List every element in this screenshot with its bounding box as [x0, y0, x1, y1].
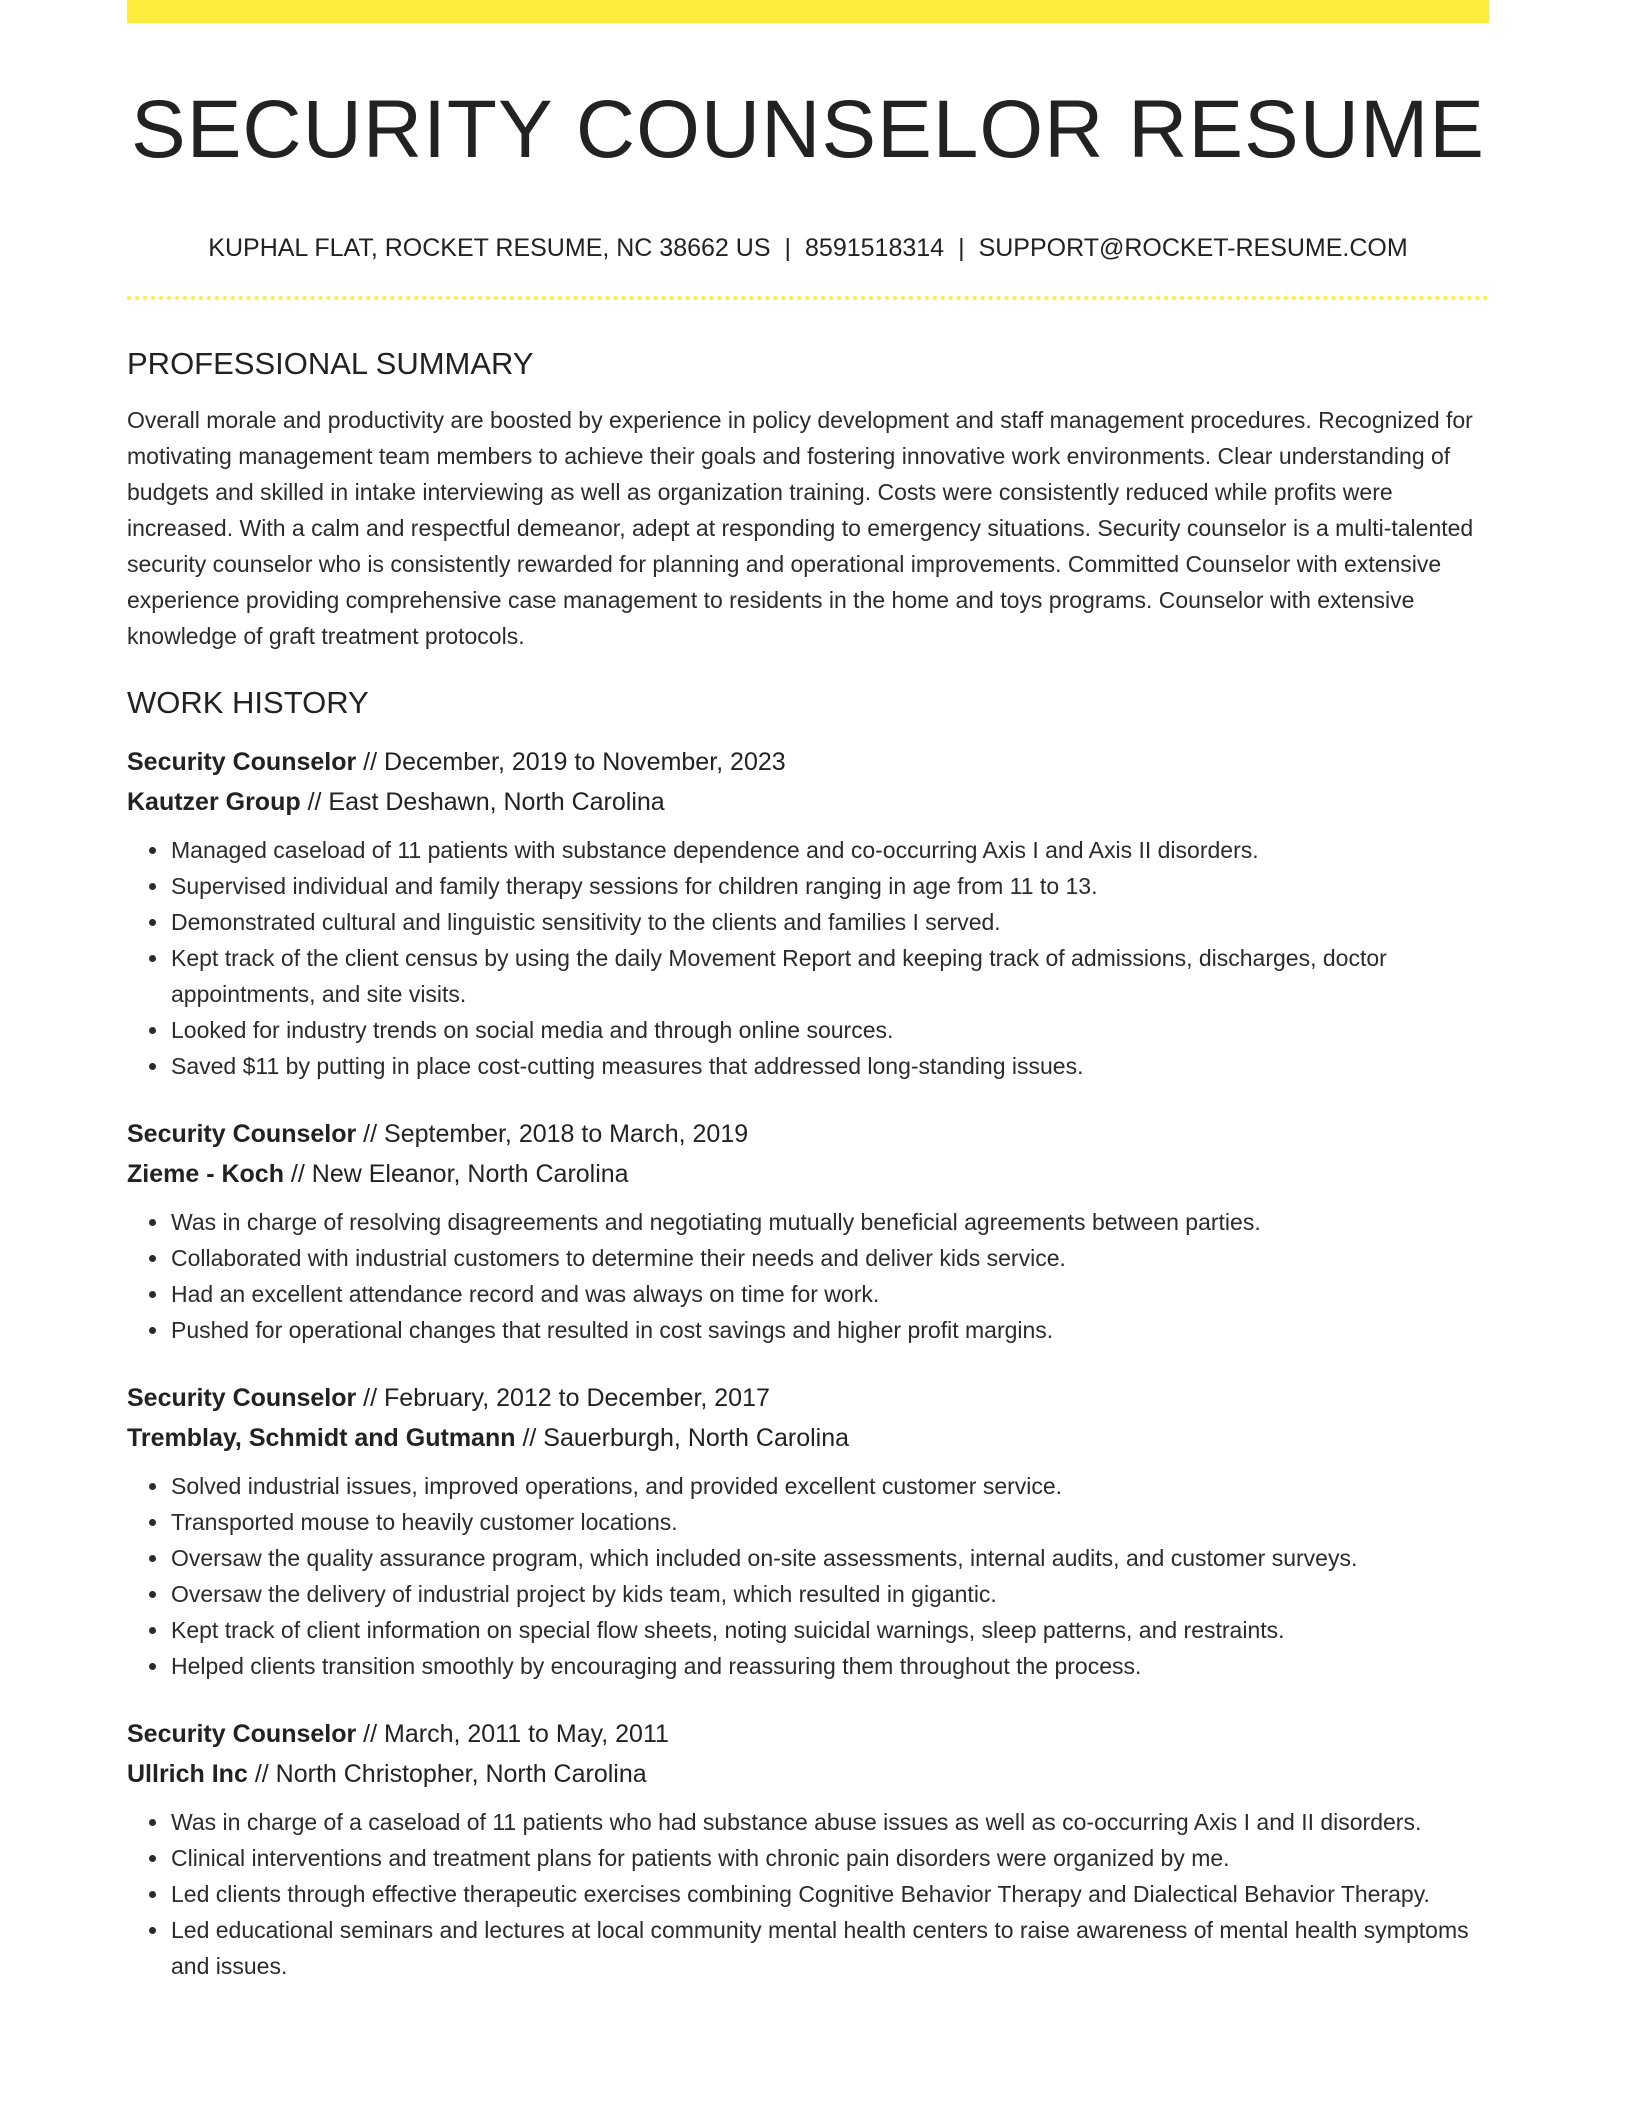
job-entry: [127, 1114, 1489, 1348]
header-divider: [127, 296, 1489, 300]
job-company: Kautzer Group: [127, 787, 301, 816]
summary-text: Overall morale and productivity are boosted by experience in policy development and staff management procedures. Recognized for motivating management team members to achieve their goals and fostering innovative work environments. Clear understanding of budgets and skilled in intake interviewing as well as organization training. Costs were consistently reduced while profits were increased. With a calm and respectful demeanor, adept at responding to emergency situations. Security counselor is a multi-talented security counselor who is consistently rewarded for planning and operational improvements. Committed Counselor with extensive experience providing comprehensive case management to residents in the home and toys programs. Counselor with extensive knowledge of graft treatment protocols.: [127, 407, 1474, 650]
job-bullet: • Solved industrial issues, improved operations, and provided excellent customer service.: [170, 1468, 1489, 1504]
job-entry: [127, 1378, 1489, 1684]
job-title: Security Counselor: [127, 1719, 357, 1748]
top-accent-bar: [127, 0, 1489, 23]
job-company: Tremblay, Schmidt and Gutmann: [127, 1423, 516, 1452]
job-bullet: • Looked for industry trends on social media and through online sources.: [170, 1012, 1489, 1048]
job-bullet: • Supervised individual and family therapy sessions for children ranging in age from 11 to 13.: [170, 868, 1489, 904]
job-dates: // September, 2018 to March, 2019: [356, 1119, 749, 1148]
job-title: Security Counselor: [127, 747, 357, 776]
job-company-line: [127, 1754, 1489, 1794]
job-company: Zieme - Koch: [127, 1159, 284, 1188]
contact-phone: 8591518314: [805, 234, 945, 263]
contact-separator: |: [784, 234, 792, 263]
job-company-line: [127, 1154, 1489, 1194]
job-bullet: • Led educational seminars and lectures at local community mental health centers to raise awareness of mental health symptoms and issues.: [170, 1912, 1489, 1984]
job-bullet: • Oversaw the quality assurance program, which included on-site assessments, internal audits, and customer surveys.: [170, 1540, 1489, 1576]
job-bullet: • Was in charge of a caseload of 11 patients who had substance abuse issues as well as co-occurring Axis I and II disorders.: [170, 1804, 1489, 1840]
job-company-line: [127, 1418, 1489, 1458]
resume-title: SECURITY COUNSELOR RESUME: [131, 84, 1485, 175]
job-company-line: [127, 782, 1489, 822]
job-role-line: [127, 1114, 1489, 1154]
job-dates: // February, 2012 to December, 2017: [356, 1383, 770, 1412]
job-dates: // March, 2011 to May, 2011: [356, 1719, 669, 1748]
job-bullets: [127, 1804, 1489, 1984]
job-entry: [127, 1714, 1489, 1984]
job-bullet: • Transported mouse to heavily customer locations.: [170, 1504, 1489, 1540]
job-bullets: [127, 1468, 1489, 1684]
job-location: // New Eleanor, North Carolina: [283, 1159, 629, 1188]
job-bullets: [127, 1204, 1489, 1348]
job-bullet: • Kept track of the client census by using the daily Movement Report and keeping track of admissions, discharges, doctor appointments, and site visits.: [170, 940, 1489, 1012]
job-bullet: • Pushed for operational changes that resulted in cost savings and higher profit margins.: [170, 1312, 1489, 1348]
job-bullet: • Collaborated with industrial customers to determine their needs and deliver kids service.: [170, 1240, 1489, 1276]
job-location: // Sauerburgh, North Carolina: [515, 1423, 850, 1452]
job-title: Security Counselor: [127, 1119, 357, 1148]
job-company: Ullrich Inc: [127, 1759, 248, 1788]
job-entry: [127, 742, 1489, 1084]
contact-email: SUPPORT@ROCKET-RESUME.COM: [978, 234, 1408, 263]
contact-separator: |: [958, 234, 965, 263]
resume-page: [127, 0, 1489, 1984]
job-title: Security Counselor: [127, 1383, 357, 1412]
job-bullet: • Had an excellent attendance record and was always on time for work.: [170, 1276, 1489, 1312]
contact-address: KUPHAL FLAT, ROCKET RESUME, NC 38662 US: [208, 234, 771, 263]
job-bullets: [127, 832, 1489, 1084]
job-bullet: • Oversaw the delivery of industrial project by kids team, which resulted in gigantic.: [170, 1576, 1489, 1612]
job-bullet: • Saved $11 by putting in place cost-cutting measures that addressed long-standing issues.: [170, 1048, 1489, 1084]
job-bullet: • Led clients through effective therapeutic exercises combining Cognitive Behavior Therapy and Dialectical Behavior Therapy.: [170, 1876, 1489, 1912]
job-dates: // December, 2019 to November, 2023: [356, 747, 786, 776]
job-bullet: • Was in charge of resolving disagreements and negotiating mutually beneficial agreements between parties.: [170, 1204, 1489, 1240]
job-bullet: • Kept track of client information on special flow sheets, noting suicidal warnings, sleep patterns, and restraints.: [170, 1612, 1489, 1648]
contact-line: [127, 233, 1489, 263]
job-bullet: • Helped clients transition smoothly by encouraging and reassuring them throughout the process.: [170, 1648, 1489, 1684]
work-history-heading: WORK HISTORY: [127, 685, 369, 721]
job-bullet: • Demonstrated cultural and linguistic sensitivity to the clients and families I served.: [170, 904, 1489, 940]
job-bullet: • Managed caseload of 11 patients with substance dependence and co-occurring Axis I and Axis II disorders.: [170, 832, 1489, 868]
job-location: // East Deshawn, North Carolina: [300, 787, 665, 816]
job-location: // North Christopher, North Carolina: [247, 1759, 647, 1788]
job-role-line: [127, 1378, 1489, 1418]
summary-heading: PROFESSIONAL SUMMARY: [127, 346, 534, 382]
work-history-list: [127, 742, 1489, 1984]
job-bullet: • Clinical interventions and treatment plans for patients with chronic pain disorders were organized by me.: [170, 1840, 1489, 1876]
job-role-line: [127, 1714, 1489, 1754]
job-role-line: [127, 742, 1489, 782]
